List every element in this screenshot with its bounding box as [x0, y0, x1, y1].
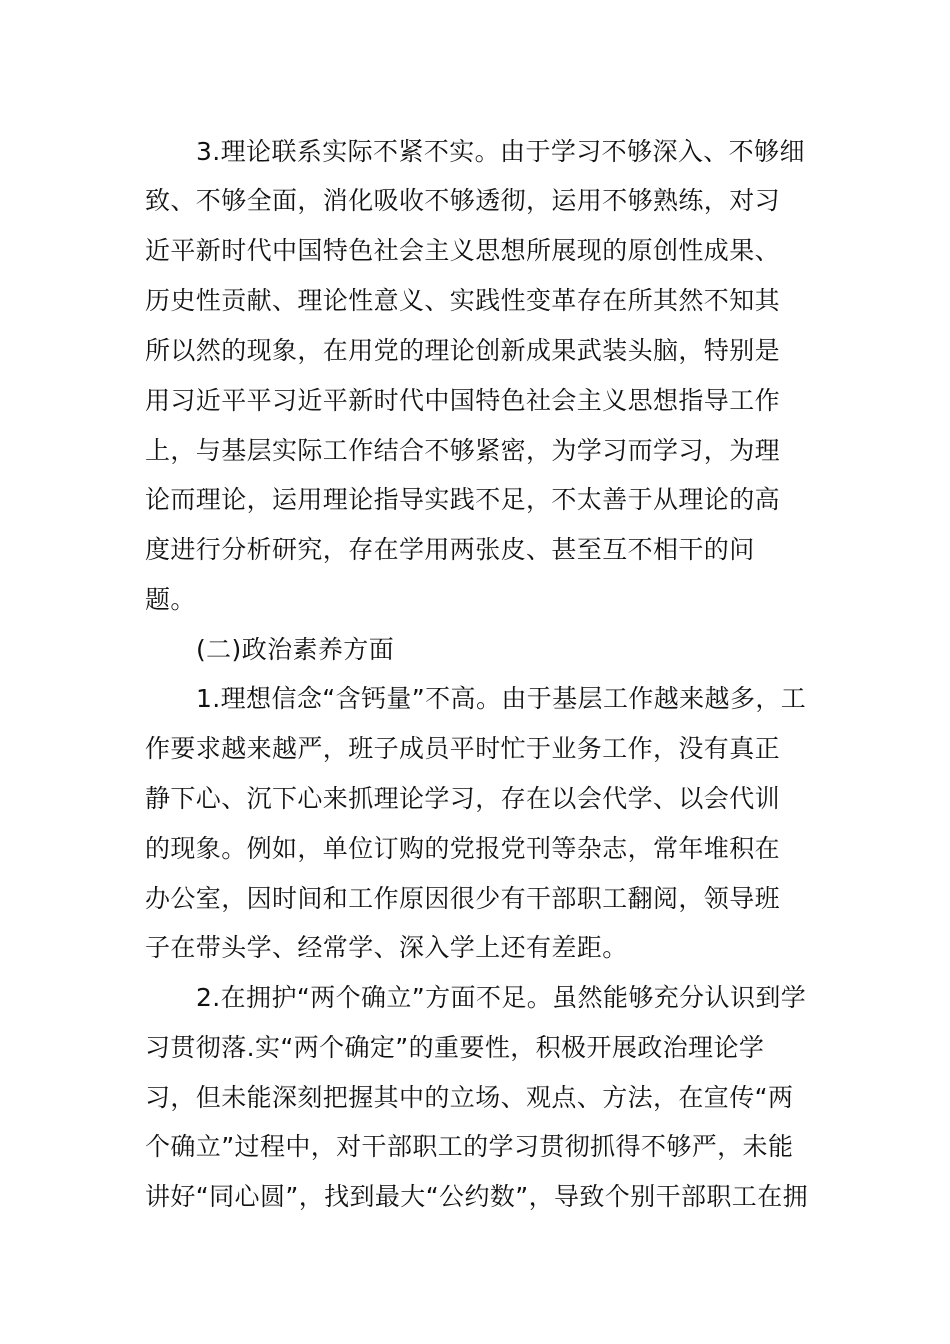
paragraph-3-line-9: 度进行分析研究，存在学用两张皮、甚至互不相干的问 — [145, 535, 755, 564]
paragraph-1-line-2: 作要求越来越严，班子成员平时忙于业务工作，没有真正 — [145, 734, 781, 763]
paragraph-2-line-3: 习，但未能深刻把握其中的立场、观点、方法，在宣传“两 — [145, 1083, 794, 1112]
paragraph-3-line-5: 所以然的现象，在用党的理论创新成果武装头脑，特别是 — [145, 336, 781, 365]
paragraph-3-line-1: 3.理论联系实际不紧不实。由于学习不够深入、不够细 — [196, 137, 805, 166]
paragraph-2-line-2: 习贯彻落.实“两个确定”的重要性，积极开展政治理论学 — [145, 1033, 765, 1062]
paragraph-3-line-10: 题。 — [145, 585, 196, 614]
paragraph-3-line-7: 上，与基层实际工作结合不够紧密，为学习而学习，为理 — [145, 436, 781, 465]
paragraph-3-line-3: 近平新时代中国特色社会主义思想所展现的原创性成果、 — [145, 236, 781, 265]
paragraph-3-line-4: 历史性贡献、理论性意义、实践性变革存在所其然不知其 — [145, 286, 781, 315]
paragraph-2-line-1: 2.在拥护“两个确立”方面不足。虽然能够充分认识到学 — [196, 983, 807, 1012]
paragraph-2-line-5: 讲好“同心圆”，找到最大“公约数”，导致个别干部职工在拥 — [145, 1182, 809, 1211]
paragraph-1-line-3: 静下心、沉下心来抓理论学习，存在以会代学、以会代训 — [145, 784, 781, 813]
paragraph-1-line-6: 子在带头学、经常学、深入学上还有差距。 — [145, 933, 628, 962]
paragraph-3-line-8: 论而理论，运用理论指导实践不足，不太善于从理论的高 — [145, 485, 781, 514]
paragraph-3-line-6: 用习近平平习近平新时代中国特色社会主义思想指导工作 — [145, 386, 781, 415]
section-heading: (二)政治素养方面 — [196, 635, 395, 664]
paragraph-1-line-1: 1.理想信念“含钙量”不高。由于基层工作越来越多，工 — [196, 684, 807, 713]
paragraph-1-line-5: 办公室，因时间和工作原因很少有干部职工翻阅，领导班 — [145, 884, 781, 913]
paragraph-3-line-2: 致、不够全面，消化吸收不够透彻，运用不够熟练，对习 — [145, 186, 781, 215]
paragraph-1-line-4: 的现象。例如，单位订购的党报党刊等杂志，常年堆积在 — [145, 834, 781, 863]
paragraph-2-line-4: 个确立”过程中，对干部职工的学习贯彻抓得不够严，未能 — [145, 1132, 794, 1161]
